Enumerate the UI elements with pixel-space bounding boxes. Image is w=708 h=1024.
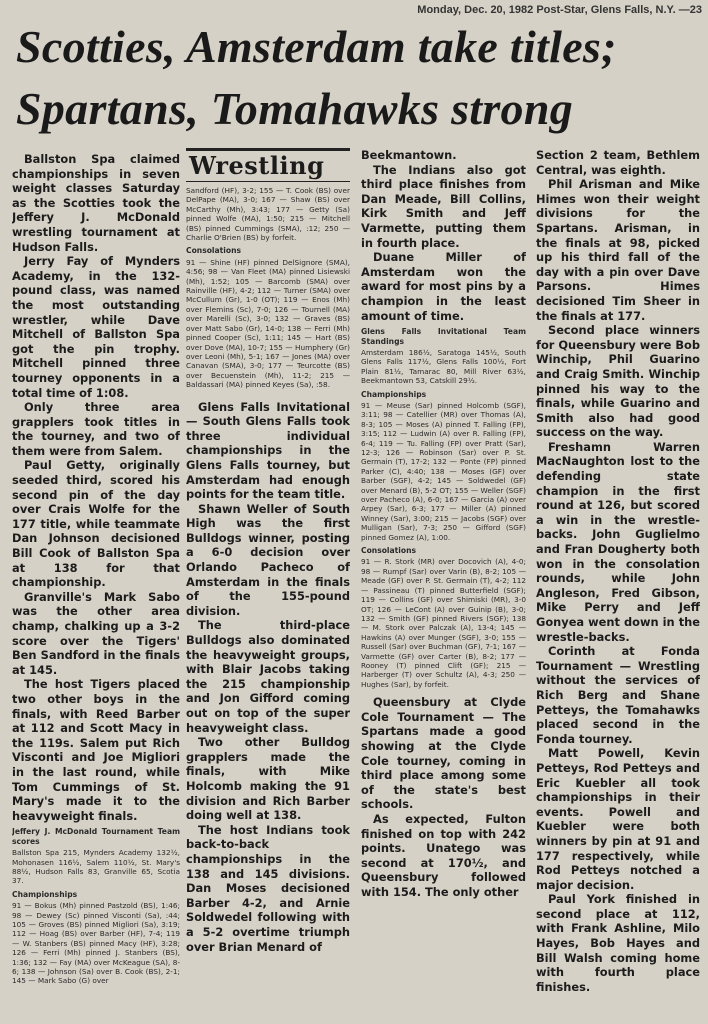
paragraph: Phil Arisman and Mike Himes won their weight divisions for the Spartans. Arisman, in the finals at 98, picked up his third fall of the day with a pin over Dave Parsons. Himes decisioned Tim Sheer in the finals at 177. [536,177,700,323]
page-folio: Monday, Dec. 20, 1982 Post-Star, Glens Falls, N.Y. —23 [417,4,702,16]
results-subhead: Championships [361,389,427,399]
championship-results: 91 — Meuse (Sar) pinned Holcomb (SGF), 3:11; 98 — Catellier (MR) over Thomas (A), 8-3; 105 — Moses (A) pinned T. Falling (FP), 3:15; 112 — Ludwin (A) over R. Falling (FP), 6-4; 119 — Tu. Falling (FP) over Pratt (Sar), 12-3; 126 — Robinson (Sar) over P. St. Germain (T), 17-2; 132 — Ponte (FP) pinned Parker (C), 4:40; 138 — Moses (GF) over Barber (SGF), 4-2; 145 — Soldwedel (GF) over Menard (B), 5-2 OT; 155 — Weller (SGF) over Pacheco (A), 6-0; 167 — Garcia (A) over Arpey (Sar), 6-3; 177 — Miller (A) pinned Winney (Sar), 3:00; 215 — Jacobs (SGF) over Mulligan (Sar), 7-3; 250 — Gifford (SGF) pinned Gomez (A), 1:00. [361,400,526,542]
paragraph: Granville's Mark Sabo was the other area champ, chalking up a 3-2 score over the Tigers' Ben Sandford in the finals at 145. [12,589,180,677]
column-1 [12,152,180,1020]
paragraph: Glens Falls Invitational — South Glens Falls took three individual championships in the Glens Falls tourney, but Amsterdam had enough points for the team title. [186,399,350,502]
consolation-results: 91 — R. Stork (MR) over Docovich (A), 4-0; 98 — Rumpf (Sar) over Varin (B), 8-2; 105 — Meade (GF) over P. St. Germain (T), 4-2; 112 — Passineau (T) pinned Butterfield (SGF); 119 — Collins (GF) over Shimiski (MR), 3-0 OT; 126 — LeCont (A) over Guinip (B), 3-0; 132 — Smith (GF) pinned Rivers (SGF); 138 — M. Stork over Palczak (A), 13-4; 145 — Hawkins (A) over Munger (SGF), 3-0; 155 — Russell (Sar) over Buchman (GF), 7-1; 167 — Varmette (GF) over Carter (B), 8-2; 177 — Rooney (T) pinned Clift (GF); 215 — Harberger (T) over Schultz (A), 4-3; 250 — Hughes (Sar), by forfeit. [361,557,526,689]
paragraph: As expected, Fulton finished on top with 242 points. Unatego was second at 170½, and Queensbury followed with 154. The only other [361,811,526,899]
headline-line-1: Scotties, Amsterdam take titles; [16,21,617,72]
team-standings: Amsterdam 186½, Saratoga 145½, South Glens Falls 117½, Glens Falls 100½, Fort Plain 81½, Tamarac 80, Mill River 63½, Beekmantown 53, Catskill 29½. [361,347,526,386]
paragraph: Beekmantown. [361,148,457,162]
mcdonald-results [12,827,180,986]
paragraph: Shawn Weller of South High was the first Bulldogs winner, posting a 6-0 decision over Orlando Pacheco of Amsterdam in the finals of the 155-pound division. [186,501,350,618]
results-subhead: Consolations [186,246,242,256]
team-scores: Ballston Spa 215, Mynders Academy 132½, Mohonasen 116½, Salem 110½, St. Mary's 88½, Hudson Falls 83, Granville 65, Scotia 37. [12,848,180,886]
paragraph: Only three area grapplers took titles in the tourney, and two of them were from Salem. [12,400,180,458]
column-2 [186,148,350,1020]
results-subhead: Consolations [361,546,417,556]
consolation-results: 91 — Shine (HF) pinned DelSignore (SMA), 4:56; 98 — Van Fleet (MA) pinned Lisiewski (Mh), 1:52; 105 — Barcomb (SMA) over Rainville (HF), 4-2; 112 — Turner (SMA) over McCullum (Gr), 1-0 (OT); 119 — Enos (Mh) over Flemins (Sc), 7-0; 126 — Tournell (MA) over Marelli (Sc), 3-0; 132 — Graves (BS) over Matt Sabo (Gr), 14-0; 138 — Ferri (Mh) pinned Cooper (Sc), 1:11; 145 — Hart (BS) over Dove (MA), 10-7; 155 — Humphery (Gr) over Leoni (Mh), 5-1; 167 — Jones (MA) over Canavan (SMA), 3-0; 177 — Teurcotte (BS) over Becuenstein (Mh), 11-2; 215 — Baldassari (MA) pinned Keyes (Sa), :58. [186,257,350,390]
section-title: Wrestling [186,148,350,182]
paragraph: The host Tigers placed two other boys in the finals, with Reed Barber at 112 and Scott Macy in the 119s. Salem put Rich Visconti and Joe Migliori in the last round, while Tom Cummings of St. Mary's made it to the heavyweight finals. [12,677,180,823]
headline [16,16,696,140]
mcdonald-results-continued [186,186,350,390]
championship-results: 91 — Bokus (Mh) pinned Pastzold (BS), 1:46; 98 — Dewey (Sc) pinned Visconti (Sa), :44; 105 — Groves (BS) pinned Migliori (Sa), 3:19; 112 — Hoag (BS) over Barber (HF), 7-4; 119 — W. Stanbers (BS) pinned Macy (HF), 3:28; 126 — Ferri (Mh) pinned J. Stanbers (BS), 1:36; 132 — Fay (MA) over McKeague (SA), 8-6; 138 — Johnson (Sa) over B. Cook (BS), 2-1; 145 — Mark Sabo (G) over [12,901,180,986]
paragraph: Second place winners for Queensbury were Bob Winchip, Phil Guarino and Craig Smith. Winchip pinned his way to the finals, while Guarino and Smith also had good success on the way. [536,323,700,440]
paragraph: Two other Bulldog grapplers made the finals, with Mike Holcomb making the 91 division and Rich Barber doing well at 138. [186,735,350,823]
column-4 [536,148,700,1020]
paragraph: The Indians also got third place finishes from Dan Meade, Bill Collins, Kirk Smith and Jeff Varmette, putting them in fourth place. [361,162,526,250]
paragraph: Matt Powell, Kevin Petteys, Rod Petteys and Eric Kuebler all took championships in their events. Powell and Kuebler were both winners by pin at 91 and 177 respectively, while Rod Petteys notched a major decision. [536,746,700,892]
championship-results: Sandford (HF), 3-2; 155 — T. Cook (BS) over DelPape (MA), 3-0; 167 — Shaw (BS) over McCarthy (Mh), 3:43; 177 — Getty (Sa) pinned Wolfe (MA), 1:50; 215 — Mitchell (BS) pinned Cummings (SMA), :12; 250 — Charlie O'Brien (BS) by forfeit. [186,186,350,243]
glens-falls-results [361,327,526,689]
headline-line-2: Spartans, Tomahawks strong [16,83,574,134]
paragraph: Duane Miller of Amsterdam won the award for most pins by a champion in the least amount of time. [361,250,526,323]
paragraph: The third-place Bulldogs also dominated the heavyweight groups, with Blair Jacobs taking the 215 championship and Jon Gifford coming out on top of the super heavyweight class. [186,618,350,735]
results-subhead: Glens Falls Invitational Team Standings [361,327,526,346]
paragraph: Freshamn Warren MacNaughton lost to the defending state champion in the first round at 126, but scored a win in the wrestle-backs. John Guglielmo and Fran Dougherty both won in the consolation rounds, while John Angleson, Fred Gibson, Mike Perry and Jeff Gonyea went down in the wrestle-backs. [536,439,700,644]
column-3 [361,148,526,1020]
results-subhead: Jeffery J. McDonald Tournament Team scores [12,827,180,846]
results-subhead: Championships [12,889,78,899]
paragraph: Ballston Spa claimed championships in seven weight classes Saturday as the Scotties took the Jeffery J. McDonald wrestling tournament at Hudson Falls. [12,152,180,254]
paragraph: The host Indians took back-to-back championships in the 138 and 145 divisions. Dan Moses decisioned Barber 4-2, and Arnie Soldwedel following with a 5-2 overtime triumph over Brian Menard of [186,822,350,954]
paragraph: Queensbury at Clyde Cole Tournament — The Spartans made a good showing at the Clyde Cole tourney, coming in third place among some of the state's best schools. [361,695,526,812]
paragraph: Paul York finished in second place at 112, with Frank Ashline, Milo Hayes, Bob Hayes and Bill Walsh coming home with fourth place finishes. [536,892,700,994]
paragraph: Section 2 team, Bethlem Central, was eighth. [536,148,700,177]
paragraph: Jerry Fay of Mynders Academy, in the 132-pound class, was named the most outstanding wrestler, while Dave Mitchell of Ballston Spa got the pin trophy. Mitchell pinned three tourney opponents in a total time of 1:08. [12,254,180,400]
paragraph: Paul Getty, originally seeded third, scored his second pin of the day over Crais Wolfe for the 177 title, while teammate Dan Johnson decisioned Bill Cook of Ballston Spa at 138 for that championship. [12,458,180,590]
paragraph: Corinth at Fonda Tournament — Wrestling without the services of Rich Berg and Shane Petteys, the Tomahawks placed second in the Fonda tourney. [536,644,700,746]
